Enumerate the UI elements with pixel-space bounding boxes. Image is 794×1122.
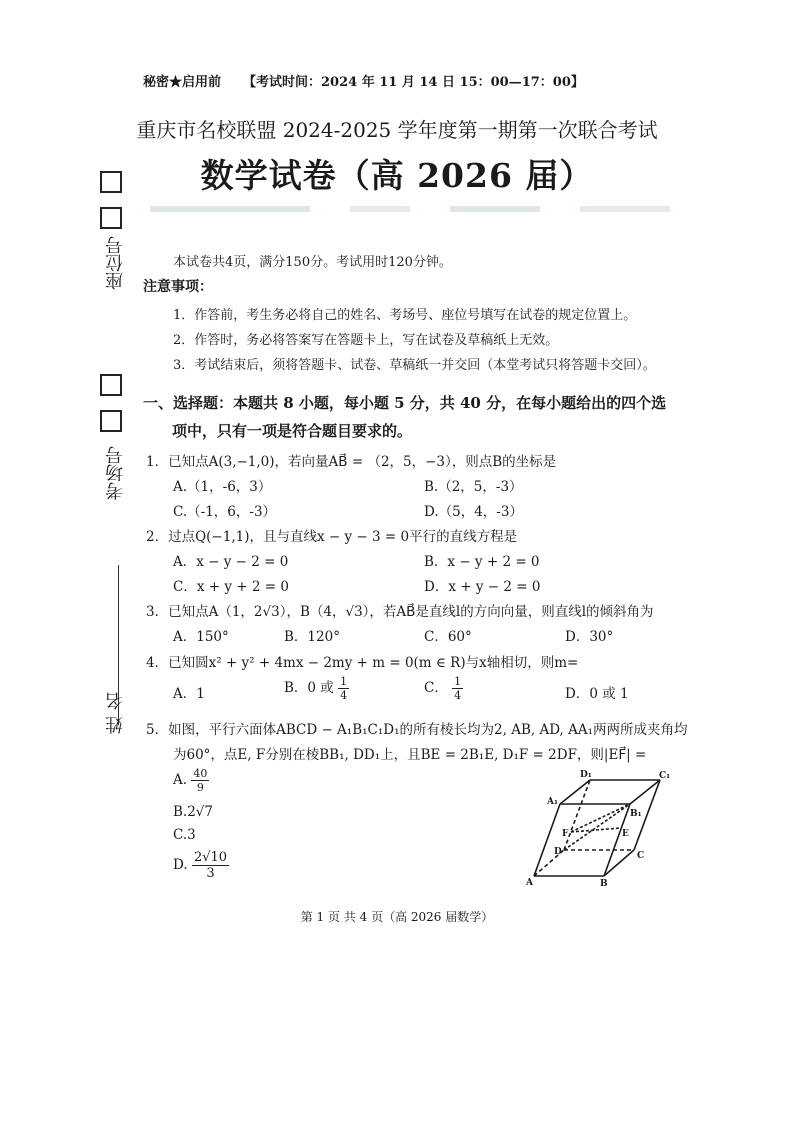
label-F: F <box>562 829 569 839</box>
question-4: 4．已知圆x² + y² + 4mx − 2my + m = 0(m ∈ R)与x轴相切，则m= <box>146 655 579 671</box>
faded-print-strip <box>150 203 670 215</box>
q5-option-d-prefix: D. <box>173 857 188 873</box>
seat-label: 座位号 <box>105 236 126 290</box>
label-D: D <box>554 847 562 857</box>
q2-option-d: D．x + y − 2 = 0 <box>424 579 541 595</box>
q2-option-c: C．x + y + 2 = 0 <box>173 579 289 595</box>
q5-option-c: C.3 <box>173 827 196 843</box>
q4-option-b <box>284 675 349 702</box>
label-A1: A₁ <box>547 797 558 807</box>
fraction-denominator: 4 <box>454 689 462 702</box>
section-heading: 一、选择题：本题共 8 小题，每小题 5 分，共 40 分，在每小题给出的四个选 <box>143 394 667 412</box>
fraction-denominator: 3 <box>206 866 215 881</box>
q4-option-c <box>424 675 463 702</box>
q3-option-c: C．60° <box>424 629 472 645</box>
fraction <box>192 850 229 881</box>
fraction-numerator: 2√10 <box>193 850 228 865</box>
diagonal-DB1 <box>564 804 630 850</box>
segment-EF <box>571 828 621 832</box>
q1-option-b: B.（2，5，-3） <box>424 479 523 495</box>
fraction-denominator: 4 <box>340 689 348 702</box>
q2-option-a: A．x − y − 2 = 0 <box>173 554 289 570</box>
q1-option-d: D.（5，4，-3） <box>424 504 523 520</box>
q3-option-a: A．150° <box>173 629 229 645</box>
q5-option-b: B.2√7 <box>173 804 213 820</box>
question-1: 1．已知点A(3,−1,0)，若向量AB⃗ = （2，5，−3），则点B的坐标是 <box>146 454 557 470</box>
fraction-numerator: 40 <box>193 767 208 780</box>
secret-mark: 秘密★启用前 <box>143 75 222 90</box>
room-box-1[interactable] <box>100 374 122 396</box>
label-E: E <box>622 829 629 839</box>
exam-time: 【考试时间：2024 年 11 月 14 日 15：00—17：00】 <box>243 75 584 90</box>
fraction-numerator: 1 <box>454 675 462 688</box>
exam-header <box>143 71 584 90</box>
notice-heading: 注意事项： <box>143 279 213 295</box>
label-B1: B₁ <box>630 809 642 819</box>
q1-option-c: C.（-1，6，-3） <box>173 504 277 520</box>
seat-box-2[interactable] <box>100 207 122 229</box>
q4-option-c-prefix: C． <box>424 680 448 696</box>
q4-option-a: A．1 <box>173 686 205 702</box>
intro-text: 本试卷共4页，满分150分。考试用时120分钟。 <box>173 255 452 270</box>
q2-option-b: B．x − y + 2 = 0 <box>424 554 540 570</box>
q4-option-b-prefix: B．0 或 <box>284 680 334 696</box>
label-B: B <box>600 879 608 888</box>
question-2: 2．过点Q(−1,1)，且与直线x − y − 3 = 0平行的直线方程是 <box>146 529 518 545</box>
fraction <box>452 675 463 702</box>
label-C: C <box>637 851 645 861</box>
q3-option-d: D．30° <box>565 629 614 645</box>
fraction-numerator: 1 <box>340 675 348 688</box>
question-5: 5．如图，平行六面体ABCD − A₁B₁C₁D₁的所有棱长均为2, AB, AD, AA₁两两所成夹角均 <box>146 722 688 738</box>
room-label: 考场号 <box>105 446 126 500</box>
notice-item: 2．作答时，务必将答案写在答题卡上，写在试卷及草稿纸上无效。 <box>173 333 559 348</box>
seat-box-1[interactable] <box>100 171 122 193</box>
question-3: 3．已知点A（1，2√3），B（4，√3），若AB⃗是直线l的方向向量，则直线l的倾斜角为 <box>146 604 654 620</box>
edge-A1D1 <box>560 780 590 804</box>
q5-option-a <box>173 767 209 794</box>
q3-option-b: B．120° <box>284 629 340 645</box>
question-5-cont: 为60°，点E, F分别在棱BB₁, DD₁上，且BE = 2B₁E, D₁F = 2DF，则|EF⃗| = <box>173 747 647 763</box>
label-D1: D₁ <box>580 770 592 780</box>
section-heading-cont: 项中，只有一项是符合题目要求的。 <box>172 422 413 440</box>
q5-option-d <box>173 850 229 881</box>
parallelepiped-figure <box>520 768 690 888</box>
label-C1: C₁ <box>659 771 671 781</box>
paper-title: 数学试卷（高 2026 届） <box>200 156 594 195</box>
exam-title: 重庆市名校联盟 2024-2025 学年度第一期第一次联合考试 <box>136 118 658 142</box>
page-footer: 第 1 页 共 4 页（高 2026 届数学） <box>300 910 494 924</box>
notice-item: 1．作答前，考生务必将自己的姓名、考场号、座位号填写在试卷的规定位置上。 <box>173 308 637 323</box>
room-box-2[interactable] <box>100 410 122 432</box>
q1-option-a: A.（1，-6，3） <box>173 479 272 495</box>
q4-option-d: D．0 或 1 <box>565 686 629 702</box>
q5-option-a-prefix: A. <box>173 772 188 788</box>
fraction <box>191 767 209 794</box>
label-A: A <box>526 878 533 888</box>
fraction <box>338 675 349 702</box>
fraction-denominator: 9 <box>196 781 204 794</box>
notice-item: 3．考试结束后，须将答题卡、试卷、草稿纸一并交回（本堂考试只将答题卡交回）。 <box>173 358 656 373</box>
name-label: 姓 名 <box>105 692 126 734</box>
